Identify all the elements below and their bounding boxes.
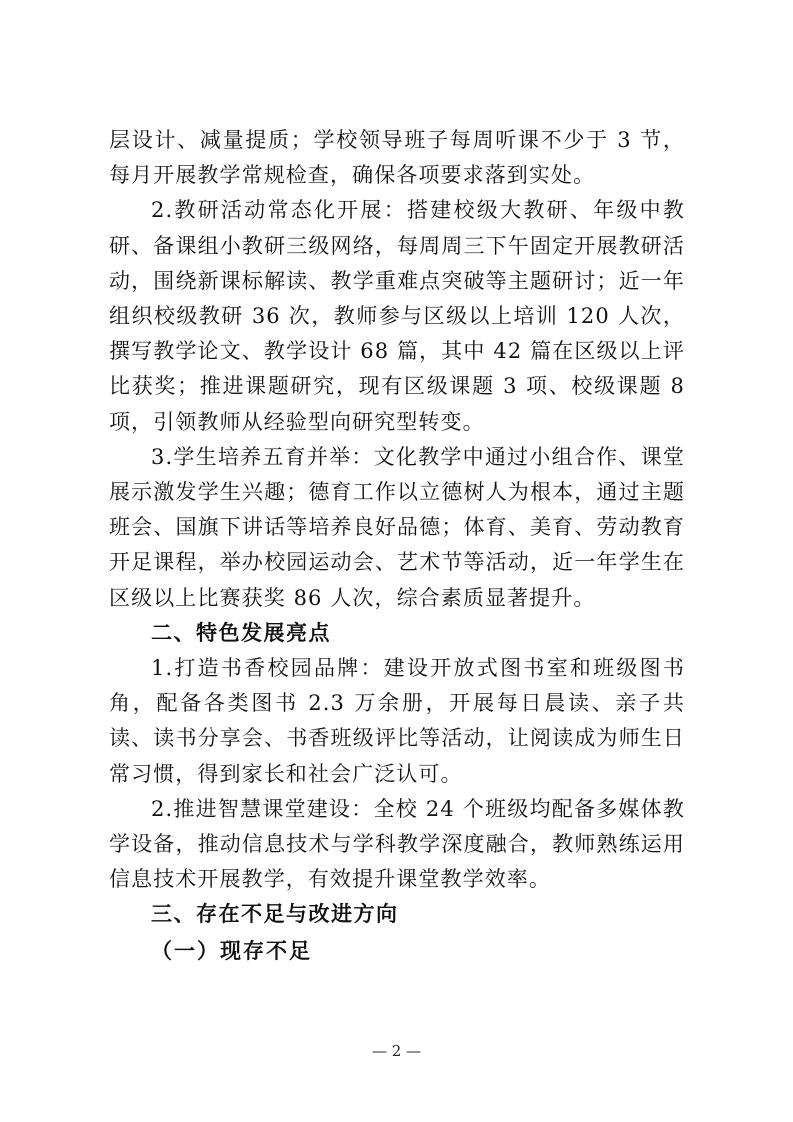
paragraph-student-development: 3.学生培养五育并举：文化教学中通过小组合作、课堂展示激发学生兴趣；德育工作以立德树人为根本，通过主题班会、国旗下讲话等培养良好品德；体育、美育、劳动教育开足课程，举办校园运动会、艺术节等活动，近一年学生在区级以上比赛获奖 86 人次，综合素质显著提升。 xyxy=(109,444,685,610)
paragraph-continued: 层设计、减量提质；学校领导班子每周听课不少于 3 节，每月开展教学常规检查，确保各项要求落到实处。 xyxy=(109,128,685,188)
page-number: — 2 — xyxy=(371,1042,422,1060)
paragraph-teaching-research: 2.教研活动常态化开展：搭建校级大教研、年级中教研、备课组小教研三级网络，每周周三下午固定开展教研活动，围绕新课标解读、教学重难点突破等主题研讨；近一年组织校级教研 36 次，教师参与区级以上培训 120 人次，撰写教学论文、教学设计 68 篇，其中 42 篇在区级以上评比获奖；推进课题研究，现有区级课题 3 项、校级课题 8 项，引领教师从经验型向研究型转变。 xyxy=(109,198,685,434)
paragraph-reading-campus: 1.打造书香校园品牌：建设开放式图书室和班级图书角，配备各类图书 2.3 万余册，开展每日晨读、亲子共读、读书分享会、书香班级评比等活动，让阅读成为师生日常习惯，得到家长和社会广泛认可。 xyxy=(109,656,685,786)
section-heading-shortcomings: 三、存在不足与改进方向 xyxy=(151,902,399,927)
paragraph-smart-classroom: 2.推进智慧课堂建设：全校 24 个班级均配备多媒体教学设备，推动信息技术与学科教学深度融合，教师熟练运用信息技术开展教学，有效提升课堂教学效率。 xyxy=(109,796,685,892)
subsection-heading-current-shortcomings: （一）现存不足 xyxy=(151,937,312,963)
document-body xyxy=(109,123,685,968)
section-heading-highlights: 二、特色发展亮点 xyxy=(151,620,331,645)
